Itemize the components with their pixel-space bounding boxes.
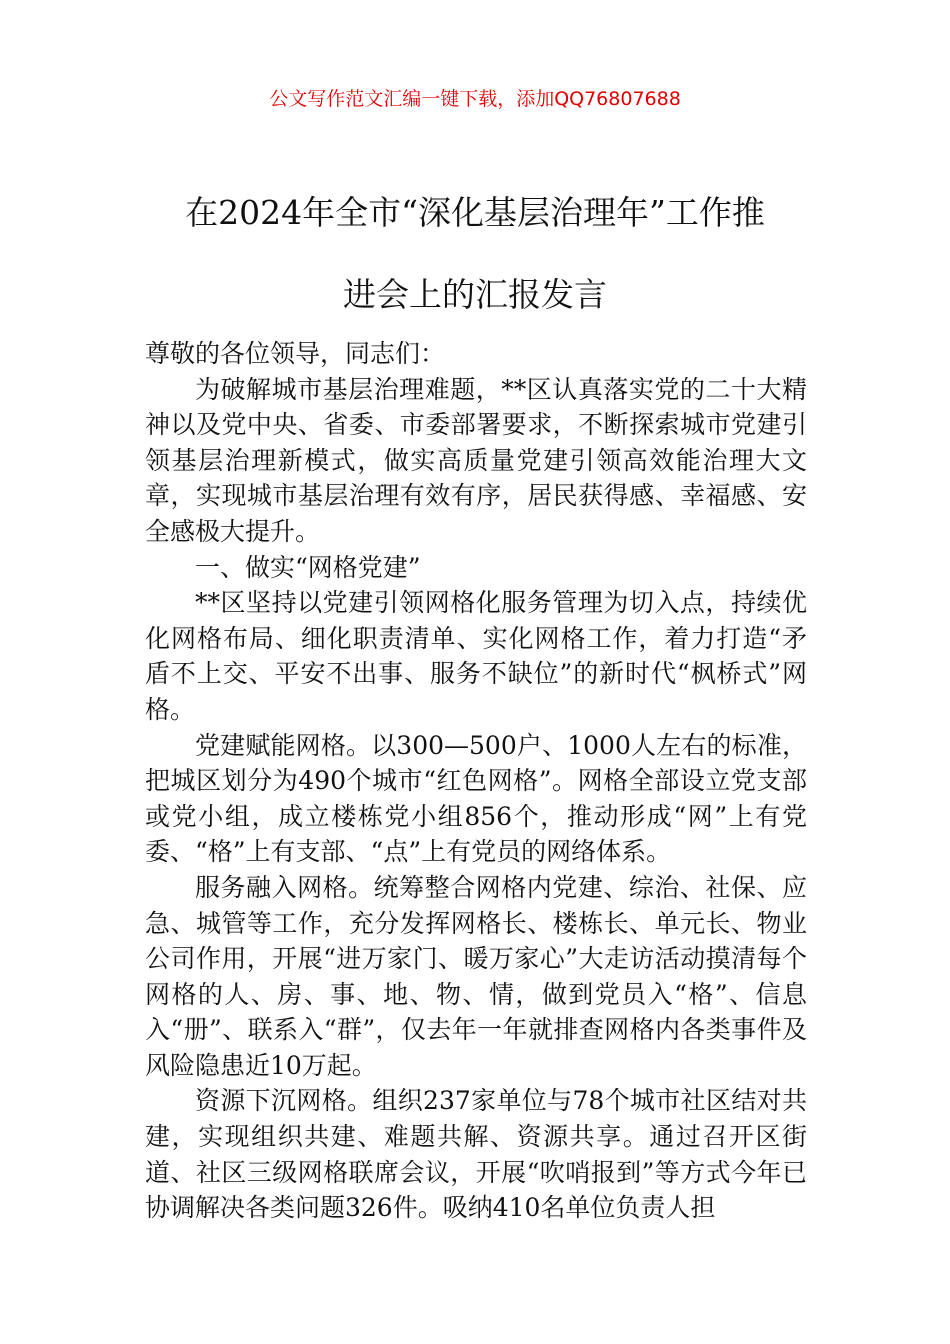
title-line-2: 进会上的汇报发言 (343, 275, 607, 314)
document-body (145, 336, 807, 1226)
paragraph: 资源下沉网格。组织237家单位与78个城市社区结对共建，实现组织共建、难题共解、资源共享。通过召开区街道、社区三级网格联席会议，开展“吹哨报到”等方式今年已协调解决各类问题326件。吸纳410名单位负责人担 (145, 1086, 807, 1223)
paragraph: **区坚持以党建引领网格化服务管理为切入点，持续优化网格布局、细化职责清单、实化网格工作，着力打造“矛盾不上交、平安不出事、服务不缺位”的新时代“枫桥式”网格。 (145, 588, 807, 724)
paragraph-intro: 为破解城市基层治理难题，**区认真落实党的二十大精神以及党中央、省委、市委部署要求，不断探索城市党建引领基层治理新模式，做实高质量党建引领高效能治理大文章，实现城市基层治理有效有序，居民获得感、幸福感、安全感极大提升。 (145, 374, 807, 546)
salutation: 尊敬的各位领导，同志们： (145, 339, 446, 368)
paragraph: 党建赋能网格。以300—500户、1000人左右的标准，把城区划分为490个城市“红色网格”。网格全部设立党支部或党小组，成立楼栋党小组856个，推动形成“网”上有党委、“格”上有支部、“点”上有党员的网络体系。 (145, 730, 807, 867)
paragraph: 服务融入网格。统筹整合网格内党建、综治、社保、应急、城管等工作，充分发挥网格长、楼栋长、单元长、物业公司作用，开展“进万家门、暖万家心”大走访活动摸清每个网格的人、房、事、地、物、情，做到党员入“格”、信息入“册”、联系入“群”，仅去年一年就排查网格内各类事件及风险隐患近10万起。 (145, 872, 807, 1080)
download-banner: 公文写作范文汇编一键下载，添加QQ76807688 (269, 88, 681, 110)
title-line-1: 在2024年全市“深化基层治理年”工作推 (185, 193, 765, 232)
section-heading: 一、做实“网格党建” (195, 552, 421, 582)
document-title (145, 172, 805, 336)
